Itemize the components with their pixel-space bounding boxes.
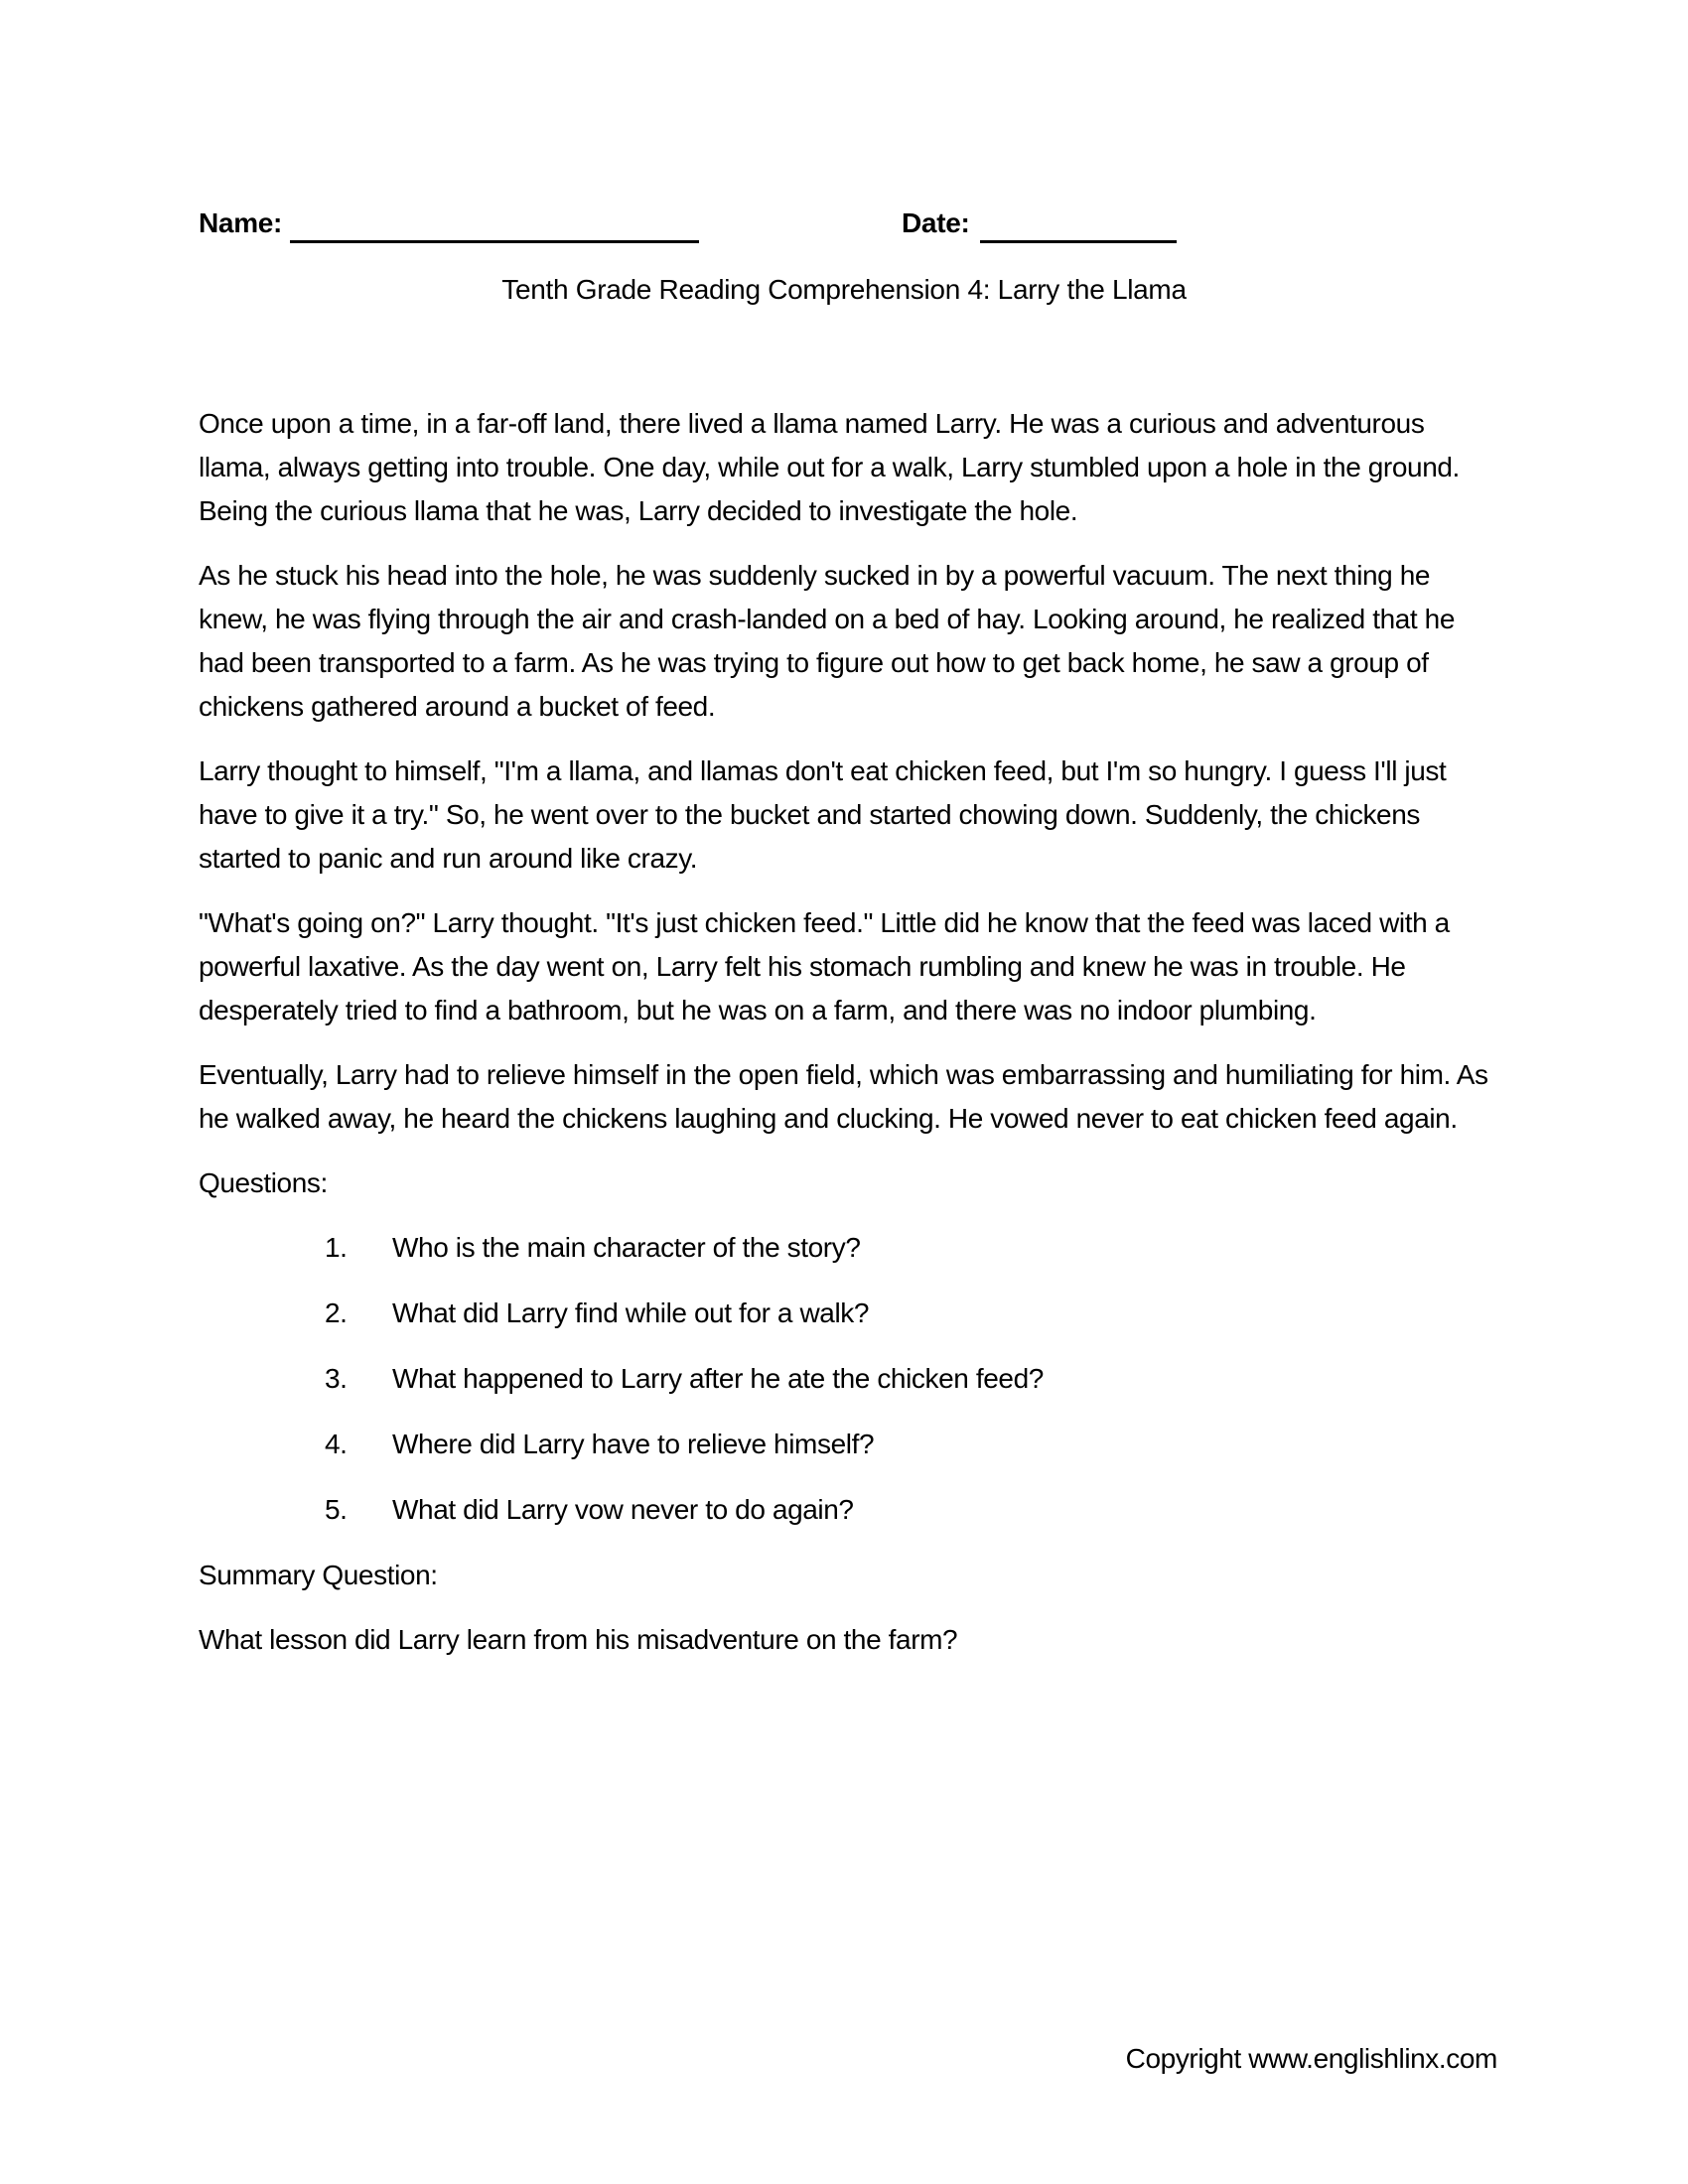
worksheet-title: Tenth Grade Reading Comprehension 4: Larry the Llama <box>501 274 1187 305</box>
date-input-line[interactable] <box>980 202 1177 243</box>
date-label: Date: <box>902 207 970 238</box>
copyright-footer: Copyright www.englishlinx.com <box>1125 2043 1497 2074</box>
name-label: Name: <box>199 207 283 238</box>
question-item-5 <box>199 1488 1489 1532</box>
questions-heading: Questions: <box>199 1167 328 1198</box>
question-number: 1. <box>325 1232 348 1263</box>
story-paragraph-3: Larry thought to himself, "I'm a llama, and llamas don't eat chicken feed, but I'm so hungry. I guess I'll just have to give it a try." So, he went over to the bucket and started chowing down. Suddenly, the chickens started to panic and run around like crazy. <box>199 755 1447 874</box>
summary-question: What lesson did Larry learn from his misadventure on the farm? <box>199 1624 958 1655</box>
date-field-group <box>902 202 1177 243</box>
question-number: 4. <box>325 1429 348 1459</box>
name-field-group <box>199 202 699 243</box>
question-item-2 <box>199 1292 1489 1335</box>
question-item-3 <box>199 1357 1489 1401</box>
summary-heading: Summary Question: <box>199 1560 438 1590</box>
story-paragraph-5: Eventually, Larry had to relieve himself in the open field, which was embarrassing and humiliating for him. As he walked away, he heard the chickens laughing and clucking. He vowed never to eat chicken feed again. <box>199 1059 1488 1134</box>
question-number: 2. <box>325 1297 348 1328</box>
question-text: What did Larry vow never to do again? <box>392 1494 854 1525</box>
question-text: Where did Larry have to relieve himself? <box>392 1429 875 1459</box>
worksheet-body <box>199 402 1489 1662</box>
question-number: 5. <box>325 1494 348 1525</box>
question-text: What happened to Larry after he ate the chicken feed? <box>392 1363 1044 1394</box>
question-number: 3. <box>325 1363 348 1394</box>
header-row <box>199 202 1489 249</box>
questions-list <box>199 1226 1489 1532</box>
question-item-1 <box>199 1226 1489 1270</box>
story-paragraph-1: Once upon a time, in a far-off land, there lived a llama named Larry. He was a curious and adventurous llama, always getting into trouble. One day, while out for a walk, Larry stumbled upon a hole in the ground. Being the curious llama that he was, Larry decided to investigate the hole. <box>199 408 1460 526</box>
question-text: Who is the main character of the story? <box>392 1232 861 1263</box>
story-paragraph-2: As he stuck his head into the hole, he was suddenly sucked in by a powerful vacuum. The next thing he knew, he was flying through the air and crash-landed on a bed of hay. Looking around, he realized that he had been transported to a farm. As he was trying to figure out how to get back home, he saw a group of chickens gathered around a bucket of feed. <box>199 560 1456 722</box>
question-item-4 <box>199 1423 1489 1466</box>
name-input-line[interactable] <box>290 202 699 243</box>
question-text: What did Larry find while out for a walk? <box>392 1297 870 1328</box>
story-paragraph-4: "What's going on?" Larry thought. "It's just chicken feed." Little did he know that the feed was laced with a powerful laxative. As the day went on, Larry felt his stomach rumbling and knew he was in trouble. He desperately tried to find a bathroom, but he was on a farm, and there was no indoor plumbing. <box>199 907 1450 1025</box>
